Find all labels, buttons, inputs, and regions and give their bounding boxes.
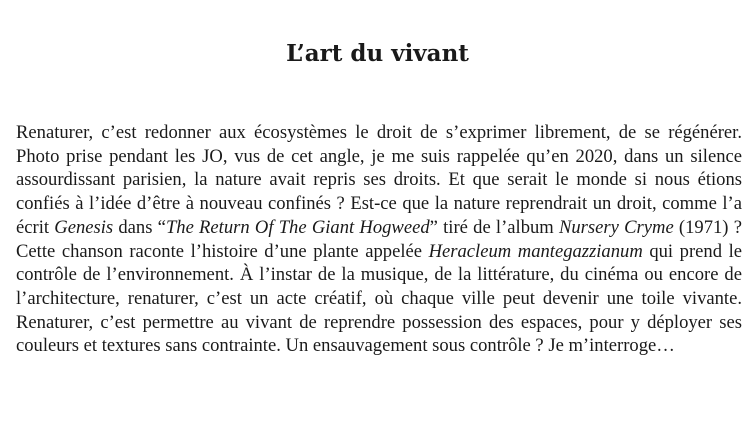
text-run: ” tiré de l’album [429, 216, 559, 238]
text-run: dans “ [113, 216, 166, 238]
text-run: qui prend le contrôle de l’environnement. À l’instar de la musique, de la littérature, du cinéma ou encore de l’architecture, renaturer, c’est un acte créatif, où chaque ville peut devenir une toile vivante. Renaturer, c’est permettre au vivant de reprendre possession des espaces, pour y déployer ses couleurs et textures sans contrainte. Un ensauvagement sous contrôle ? Je m’interroge… [16, 240, 743, 357]
song-title: The Return Of The Giant Hogweed [165, 216, 430, 238]
album-title: Nursery Cryme [558, 216, 674, 238]
text-run: Renaturer, c’est redonner aux écosystèmes le droit de s’exprimer librement, de se régénérer. Photo prise pendant les JO, vus de cet angle, je me suis rappelée qu’en 2020, dans un silence assourdissant parisien, la nature avait repris ses droits. Et que serait le monde si nous étions confiés à l’idée d’être à nouveau confinés ? Est-ce que la nature reprendrait un droit, comme l’a écrit [16, 122, 742, 238]
text-run: (1971) ? Cette chanson raconte l’histoire d’une plante appelée [16, 216, 742, 262]
band-name: Genesis [54, 216, 114, 238]
plant-name: Heracleum mantegazzianum [428, 240, 643, 262]
body-paragraph [16, 121, 742, 358]
page-title: L’art du vivant [286, 40, 469, 67]
